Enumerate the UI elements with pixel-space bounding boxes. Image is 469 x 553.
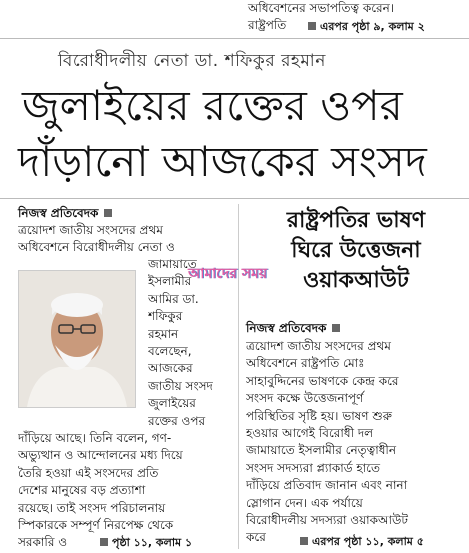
right-line: পরিস্থিতির সৃষ্টি হয়। ভাষণ শুরু bbox=[246, 408, 392, 423]
subheadline-line-1: রাষ্ট্রপতির ভাষণ bbox=[286, 208, 426, 233]
square-bullet-icon bbox=[100, 538, 108, 546]
square-bullet-icon bbox=[300, 537, 308, 545]
right-line: সংসদ কক্ষে উত্তেজনাপূর্ণ bbox=[246, 391, 364, 406]
left-article-top-text bbox=[18, 222, 230, 257]
top-rule bbox=[0, 38, 469, 39]
previous-article-fragment-line1: অধিবেশনের সভাপতিত্ব করেন। bbox=[248, 1, 395, 15]
right-byline-text: নিজস্ব প্রতিবেদক bbox=[246, 321, 327, 335]
headline-rule bbox=[0, 198, 469, 199]
right-line: বিরোধীদলীয় সদস্যরা ওয়াকআউট bbox=[246, 513, 408, 528]
right-line: দাঁড়িয়ে প্রতিবাদ জানান এবং নানা bbox=[246, 478, 408, 493]
left-line: রয়েছে। তাই সংসদ পরিচালনায় bbox=[18, 500, 166, 515]
right-continued-text: এরপর পৃষ্ঠা ১১, কলাম ৫ bbox=[312, 535, 424, 548]
kicker: বিরোধীদলীয় নেতা ডা. শফিকুর রহমান bbox=[58, 51, 326, 71]
left-line: সরকারি ও bbox=[18, 535, 68, 550]
right-article-byline bbox=[246, 320, 340, 340]
previous-article-continued bbox=[308, 18, 425, 37]
left-line: তৈরি হওয়া এই সংসদের প্রতি bbox=[18, 465, 159, 480]
left-byline-text: নিজস্ব প্রতিবেদক bbox=[18, 206, 99, 220]
square-bullet-icon bbox=[332, 324, 340, 332]
right-line: সংসদ সদস্যরা প্ল্যাকার্ড হাতে bbox=[246, 460, 380, 475]
right-line: স্লোগান দেন। এক পর্যায়ে bbox=[246, 495, 363, 510]
left-line: জুলাইয়ের bbox=[148, 396, 196, 411]
left-line: রহমান bbox=[148, 326, 179, 341]
right-line: ত্রয়োদশ জাতীয় সংসদের প্রথম bbox=[246, 339, 391, 353]
left-line: ত্রয়োদশ জাতীয় সংসদের প্রথম bbox=[18, 223, 163, 237]
portrait-illustration bbox=[19, 271, 135, 407]
headline-line-2: দাঁড়ানো আজকের সংসদ bbox=[18, 137, 427, 186]
right-line: সাহাবুদ্দিনের ভাষণকে কেন্দ্র করে bbox=[246, 373, 399, 388]
left-line: বলেছেন, bbox=[148, 344, 192, 359]
left-line: আমির ডা. bbox=[148, 291, 199, 306]
left-line: দাঁড়িয়ে আছে। তিনি বলেন, গণ- bbox=[18, 431, 172, 445]
left-line: আজকের bbox=[148, 361, 193, 376]
publisher-watermark: আমাদের সময় bbox=[188, 266, 267, 282]
right-line: করে bbox=[246, 530, 266, 545]
left-line: স্পিকারকে সম্পূর্ণ নিরপেক্ষ থেকে bbox=[18, 518, 174, 533]
right-article-text bbox=[246, 338, 462, 547]
left-line: জাতীয় সংসদ bbox=[148, 378, 213, 393]
previous-article-fragment-line2: রাষ্ট্রপতি bbox=[248, 18, 287, 32]
left-continued-text: পৃষ্ঠা ১১, কলাম ১ bbox=[112, 536, 193, 549]
portrait-photo bbox=[18, 270, 136, 408]
left-line: জামায়াতে bbox=[148, 257, 197, 271]
square-bullet-icon bbox=[308, 22, 316, 30]
left-line: রক্তের ওপর bbox=[148, 413, 206, 428]
left-line: দেশের মানুষের বড় প্রত্যাশা bbox=[18, 483, 146, 498]
left-line: অভ্যুত্থান ও আন্দোলনের মধ্য দিয়ে bbox=[18, 448, 183, 463]
left-article-continued bbox=[100, 534, 192, 553]
right-line: জামায়াতে ইসলামীর নেতৃত্বাধীন bbox=[246, 443, 397, 458]
left-line: ইসলামীর bbox=[148, 274, 192, 289]
previous-article-continued-text: এরপর পৃষ্ঠা ৯, কলাম ২ bbox=[320, 20, 425, 33]
right-article-continued bbox=[300, 533, 424, 552]
subheadline-line-2: ঘিরে উত্তেজনা bbox=[291, 238, 421, 263]
square-bullet-icon bbox=[104, 209, 112, 217]
right-line: হওয়ার আগেই বিরোধী দল bbox=[246, 426, 374, 441]
column-divider bbox=[238, 204, 239, 549]
left-line: অধিবেশনে বিরোধীদলীয় নেতা ও bbox=[18, 240, 175, 255]
subheadline-line-3: ওয়াকআউট bbox=[303, 268, 409, 293]
right-line: অধিবেশনে রাষ্ট্রপতি মোঃ bbox=[246, 356, 365, 371]
left-line: শফিকুর bbox=[148, 309, 183, 324]
headline-line-1: জুলাইয়ের রক্তের ওপর bbox=[22, 81, 403, 130]
